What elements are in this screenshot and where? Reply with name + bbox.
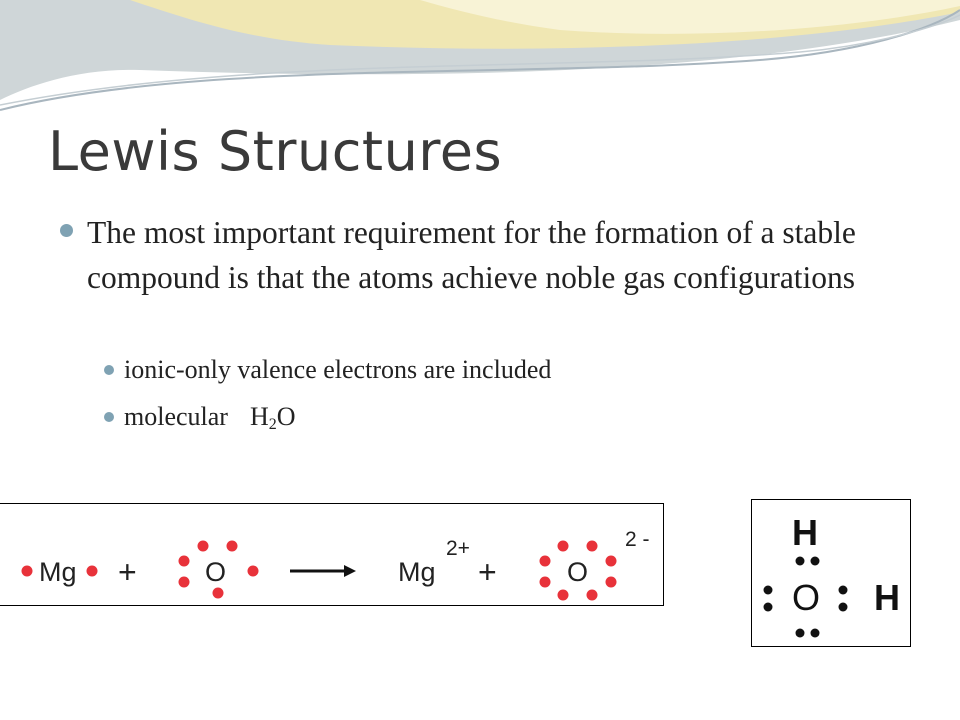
sub-bullet-icon xyxy=(104,365,114,375)
o-center-label: O xyxy=(792,577,821,618)
water-diagram-svg xyxy=(752,500,910,646)
slide-title: Lewis Structures xyxy=(48,120,503,183)
o-ion-label: O xyxy=(567,557,589,587)
bullet-icon xyxy=(60,224,73,237)
h-top-label: H xyxy=(792,512,818,553)
sub-bullet-icon xyxy=(104,412,114,422)
main-bullet-text: The most important requirement for the formation of a stable compound is that the atoms achieve noble gas configurations xyxy=(87,215,856,295)
ionic-lewis-diagram xyxy=(0,503,664,606)
mg-label: Mg xyxy=(39,557,77,587)
sub-bullet-molecular xyxy=(124,399,296,443)
reaction-arrow-icon xyxy=(290,565,356,577)
o-label: O xyxy=(205,557,227,587)
sub-bullet-ionic: ionic-only valence electrons are included xyxy=(124,355,552,384)
h-right-label: H xyxy=(874,577,900,618)
header-wave-decoration xyxy=(0,0,960,120)
water-formula xyxy=(250,402,296,431)
ionic-diagram-svg xyxy=(0,504,664,607)
molecular-label: molecular xyxy=(124,402,228,431)
formula-subscript: 2 xyxy=(268,416,277,433)
water-lewis-diagram xyxy=(751,499,911,647)
mg-ion-label: Mg xyxy=(398,557,436,587)
plus-sign: + xyxy=(478,554,497,590)
formula-h: H xyxy=(249,402,269,431)
plus-sign: + xyxy=(118,554,137,590)
mg-charge: 2+ xyxy=(446,537,470,560)
formula-o: O xyxy=(276,402,296,431)
o-charge: 2 - xyxy=(625,528,650,551)
